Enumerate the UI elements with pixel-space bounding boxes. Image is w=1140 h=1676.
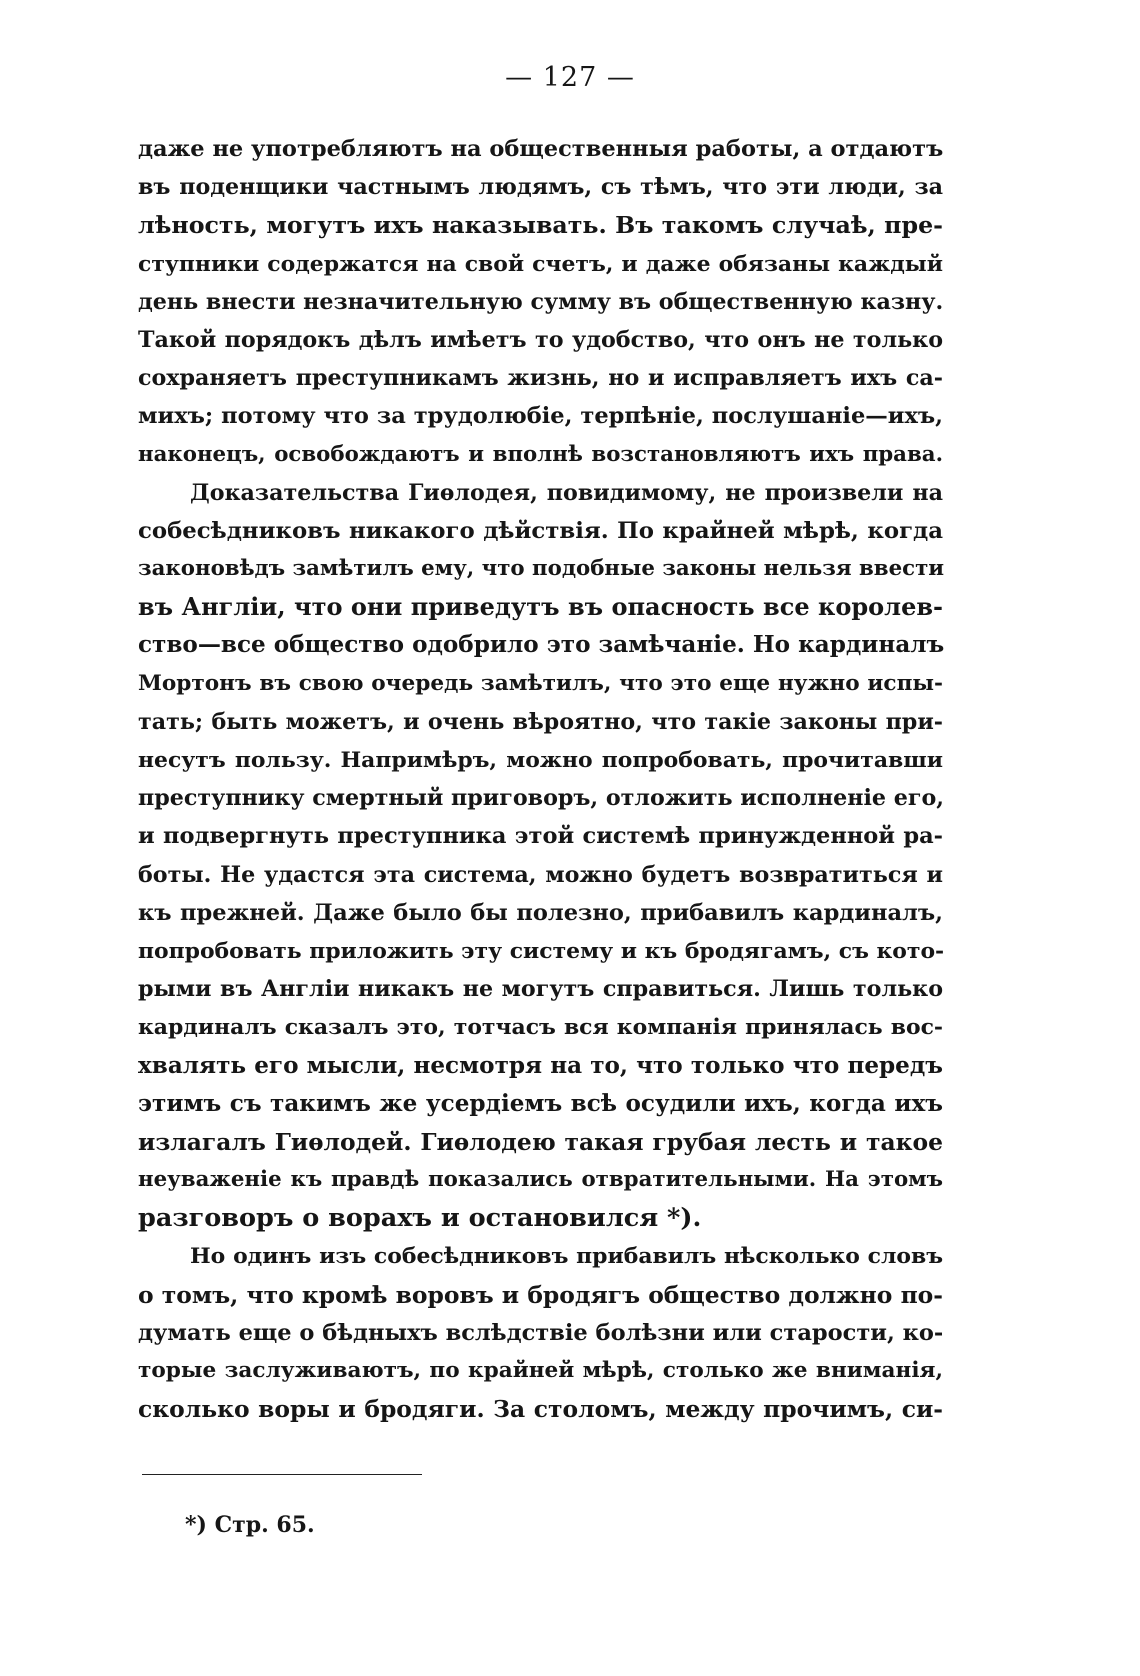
- footnote: *) Стр. 65.: [185, 1512, 315, 1538]
- text-line: думать еще о бѣдныхъ вслѣдствіе болѣзни или старости, ко-: [138, 1319, 944, 1346]
- text-line: наконецъ, освобождаютъ и вполнѣ возстановляютъ ихъ права.: [138, 441, 943, 467]
- text-line: сохраняетъ преступникамъ жизнь, но и исправляетъ ихъ са-: [138, 365, 943, 392]
- text-line: сколько воры и бродяги. За столомъ, между прочимъ, си-: [138, 1395, 943, 1424]
- text-line: Мортонъ въ свою очередь замѣтилъ, что это еще нужно испы-: [138, 670, 943, 696]
- text-line: попробовать приложить эту систему и къ бродягамъ, съ кото-: [138, 937, 945, 964]
- text-line: кардиналъ сказалъ это, тотчасъ вся компанія принялась вос-: [138, 1014, 943, 1041]
- body-text: [138, 130, 943, 1428]
- text-line: торые заслуживаютъ, по крайней мѣрѣ, столько же вниманія,: [138, 1358, 943, 1383]
- text-line: боты. Не удастся эта система, можно будетъ возвратиться и: [138, 861, 943, 888]
- text-line: этимъ съ такимъ же усердіемъ всѣ осудили ихъ, когда ихъ: [138, 1089, 943, 1117]
- text-line: въ поденщики частнымъ людямъ, съ тѣмъ, что эти люди, за: [138, 174, 943, 201]
- text-line: несутъ пользу. Напримѣръ, можно попробовать, прочитавши: [138, 747, 943, 773]
- text-line: лѣность, могутъ ихъ наказывать. Въ такомъ случаѣ, пре-: [138, 211, 943, 240]
- footnote-divider: [142, 1474, 422, 1475]
- text-line: день внести незначительную сумму въ общественную казну.: [138, 288, 944, 315]
- text-line: ступники содержатся на свой счетъ, и даже обязаны каждый: [138, 250, 943, 277]
- page-number: — 127 —: [505, 62, 635, 93]
- text-line: и подвергнуть преступника этой системѣ принужденной ра-: [138, 823, 943, 850]
- text-line: къ прежней. Даже было бы полезно, прибавилъ кардиналъ,: [138, 899, 943, 926]
- text-line: разговоръ о ворахъ и остановился *).: [138, 1203, 702, 1234]
- text-line: Но одинъ изъ собесѣдниковъ прибавилъ нѣсколько словъ: [190, 1243, 943, 1270]
- text-line: тать; быть можетъ, и очень вѣроятно, что такіе законы при-: [138, 708, 943, 735]
- text-line: хвалять его мысли, несмотря на то, что только что передъ: [138, 1051, 943, 1079]
- text-line: излагалъ Гиѳлодей. Гиѳлодею такая грубая лесть и такое: [138, 1127, 943, 1156]
- text-line: преступнику смертный приговоръ, отложить исполненіе его,: [138, 785, 944, 812]
- text-line: Такой порядокъ дѣлъ имѣетъ то удобство, что онъ не только: [138, 326, 943, 353]
- text-line: даже не употребляютъ на общественныя работы, а отдаютъ: [138, 136, 944, 162]
- text-line: Доказательства Гиѳлодея, повидимому, не произвели на: [190, 479, 943, 506]
- text-line: неуваженіе къ правдѣ показались отвратительными. На этомъ: [138, 1167, 943, 1193]
- text-line: ство—все общество одобрило это замѣчаніе. Но кардиналъ: [138, 631, 945, 659]
- text-line: о томъ, что кромѣ воровъ и бродягъ общество должно по-: [138, 1280, 943, 1309]
- text-line: въ Англіи, что они приведутъ въ опасность все королев-: [138, 592, 943, 622]
- text-line: михъ; потому что за трудолюбіе, терпѣніе, послушаніе—ихъ,: [138, 403, 943, 430]
- text-line: законовѣдъ замѣтилъ ему, что подобные законы нельзя ввести: [138, 556, 945, 582]
- text-line: собесѣдниковъ никакого дѣйствія. По крайней мѣрѣ, когда: [138, 517, 943, 544]
- text-line: рыми въ Англіи никакъ не могутъ справиться. Лишь только: [138, 976, 943, 1003]
